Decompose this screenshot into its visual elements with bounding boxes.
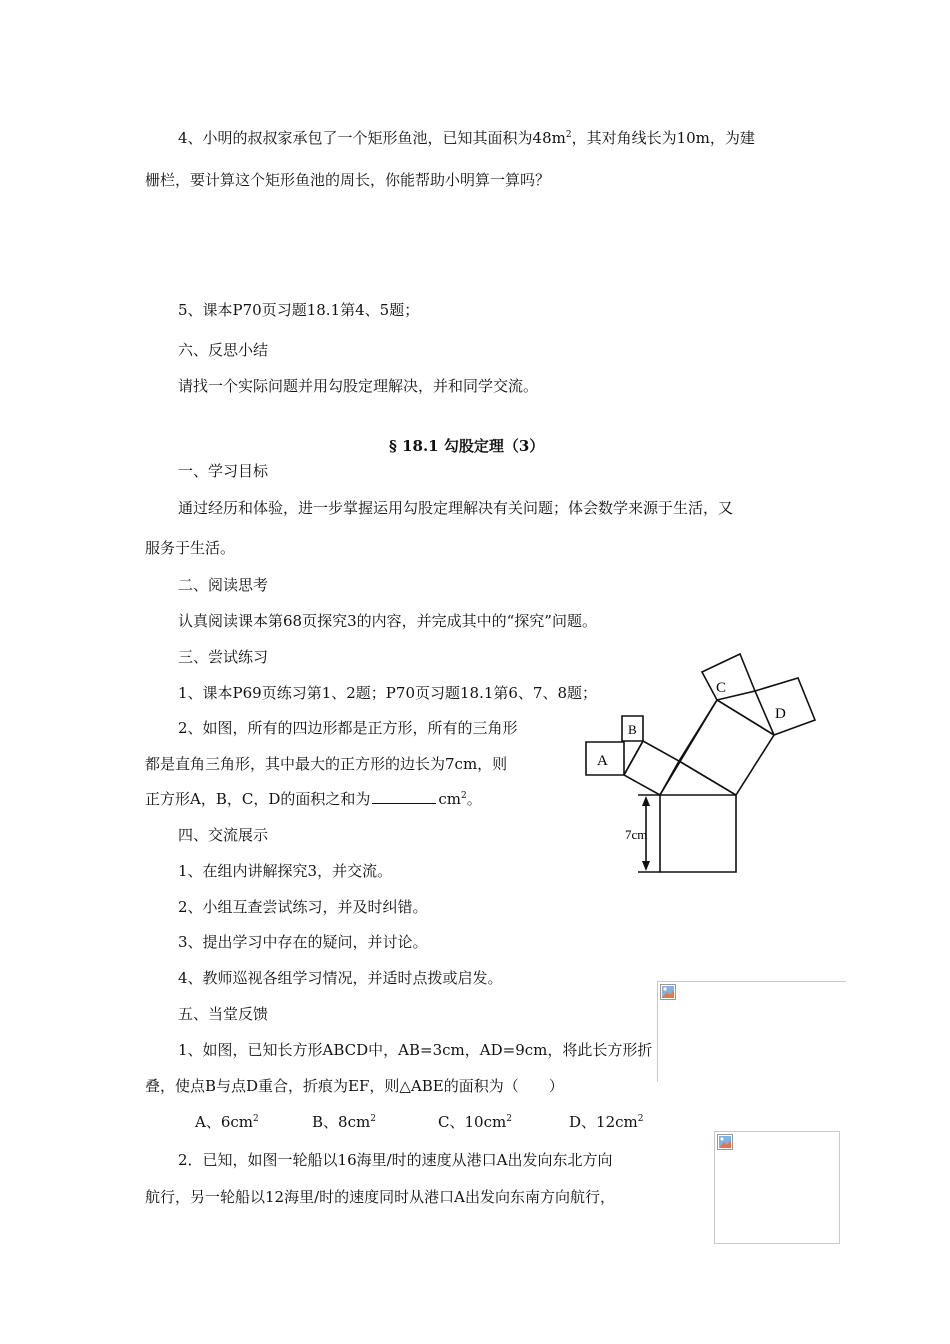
- option-b-sup: 2: [370, 1114, 376, 1124]
- section-5-q1-line-1: 1、如图，已知长方形ABCD中，AB=3cm，AD=9cm，将此长方形折: [178, 1041, 653, 1059]
- section-2-heading: 二、阅读思考: [178, 576, 269, 594]
- problem-5: 5、课本P70页习题18.1第4、5题；: [178, 301, 420, 319]
- dimension-arrow-top: [642, 796, 650, 806]
- section-6-heading: 六、反思小结: [178, 341, 269, 359]
- option-c: [438, 1112, 512, 1132]
- option-c-sup: 2: [506, 1114, 512, 1124]
- section-4-item-4: 4、教师巡视各组学习情况，并适时点拨或启发。: [178, 969, 503, 987]
- section-5-q2-line-1: 2．已知，如图一轮船以16海里/时的速度从港口A出发向东北方向: [178, 1151, 613, 1169]
- section-5-q1-line-2: 叠，使点B与点D重合，折痕为EF，则△ABE的面积为（ ）: [145, 1077, 564, 1095]
- triangle-leg-right: [679, 761, 736, 795]
- unit-text: cm: [438, 790, 461, 808]
- section-5-heading: 五、当堂反馈: [178, 1005, 269, 1023]
- label-b: B: [628, 722, 637, 737]
- option-a: [195, 1112, 259, 1132]
- left-middle-square: [624, 741, 679, 795]
- section-6-text: 请找一个实际问题并用勾股定理解决，并和同学交流。: [178, 377, 539, 395]
- ship-route-image: [714, 1131, 840, 1244]
- section-1-line-1: 通过经历和体验，进一步掌握运用勾股定理解决有关问题；体会数学来源于生活，又: [178, 499, 734, 517]
- section-3-heading: 三、尝试练习: [178, 648, 269, 666]
- option-a-sup: 2: [253, 1114, 259, 1124]
- section-4-item-1: 1、在组内讲解探究3，并交流。: [178, 862, 393, 880]
- label-d: D: [775, 706, 786, 722]
- period: 。: [466, 790, 482, 808]
- pythagoras-squares-figure: [578, 648, 828, 878]
- option-d-label: D、12cm: [569, 1113, 638, 1131]
- rectangle-fold-image: [657, 981, 846, 1082]
- problem-4-text-b: ，其对角线长为10m，为建: [571, 129, 755, 147]
- question-text: 正方形A，B，C，D的面积之和为: [145, 790, 371, 808]
- option-d: [569, 1112, 643, 1132]
- right-middle-square: [679, 700, 774, 795]
- option-d-sup: 2: [637, 1114, 644, 1124]
- section-5-q2-line-2: 航行，另一轮船以12海里/时的速度同时从港口A出发向东南方向航行，: [145, 1188, 615, 1206]
- square-c: [702, 654, 755, 700]
- section-4-item-3: 3、提出学习中存在的疑问，并讨论。: [178, 933, 428, 951]
- dimension-label: 7cm: [625, 827, 648, 842]
- section-3-item-2-line-2: 都是直角三角形，其中最大的正方形的边长为7cm，则: [145, 755, 508, 773]
- dimension-arrow-bottom: [642, 861, 650, 871]
- unit-superscript: 2: [461, 791, 467, 801]
- problem-4-superscript: 2: [565, 130, 572, 140]
- section-4-item-2: 2、小组互查尝试练习，并及时纠错。: [178, 898, 428, 916]
- answer-blank[interactable]: [372, 789, 436, 804]
- option-b: [312, 1112, 376, 1132]
- page-title: § 18.1 勾股定理（3）: [389, 437, 545, 455]
- broken-image-icon: [717, 1134, 733, 1150]
- section-1-line-2: 服务于生活。: [145, 539, 236, 557]
- label-c: C: [716, 680, 727, 696]
- triangle-cd-hyp: [717, 700, 774, 735]
- triangle-leg-left: [660, 700, 717, 795]
- section-2-text: 认真阅读课本第68页探究3的内容，并完成其中的“探究”问题。: [178, 612, 597, 630]
- largest-square: [660, 795, 736, 872]
- option-c-label: C、10cm: [438, 1113, 507, 1131]
- problem-4-text-a: 4、小明的叔叔家承包了一个矩形鱼池，已知其面积为48m: [178, 129, 566, 147]
- option-a-label: A、6cm: [195, 1113, 254, 1131]
- option-b-label: B、8cm: [312, 1113, 371, 1131]
- section-3-item-2-line-1: 2、如图，所有的四边形都是正方形，所有的三角形: [178, 719, 518, 737]
- problem-4-line-1: [178, 128, 755, 148]
- section-3-item-2-line-3: [145, 789, 482, 809]
- section-1-heading: 一、学习目标: [178, 462, 269, 480]
- section-3-item-1: 1、课本P69页练习第1、2题；P70页习题18.1第6、7、8题；: [178, 684, 598, 702]
- section-4-heading: 四、交流展示: [178, 826, 269, 844]
- broken-image-icon: [660, 984, 676, 1000]
- problem-4-line-2: 栅栏，要计算这个矩形鱼池的周长，你能帮助小明算一算吗？: [145, 171, 551, 189]
- triangle-b-hyp: [624, 741, 643, 775]
- label-a: A: [597, 753, 608, 769]
